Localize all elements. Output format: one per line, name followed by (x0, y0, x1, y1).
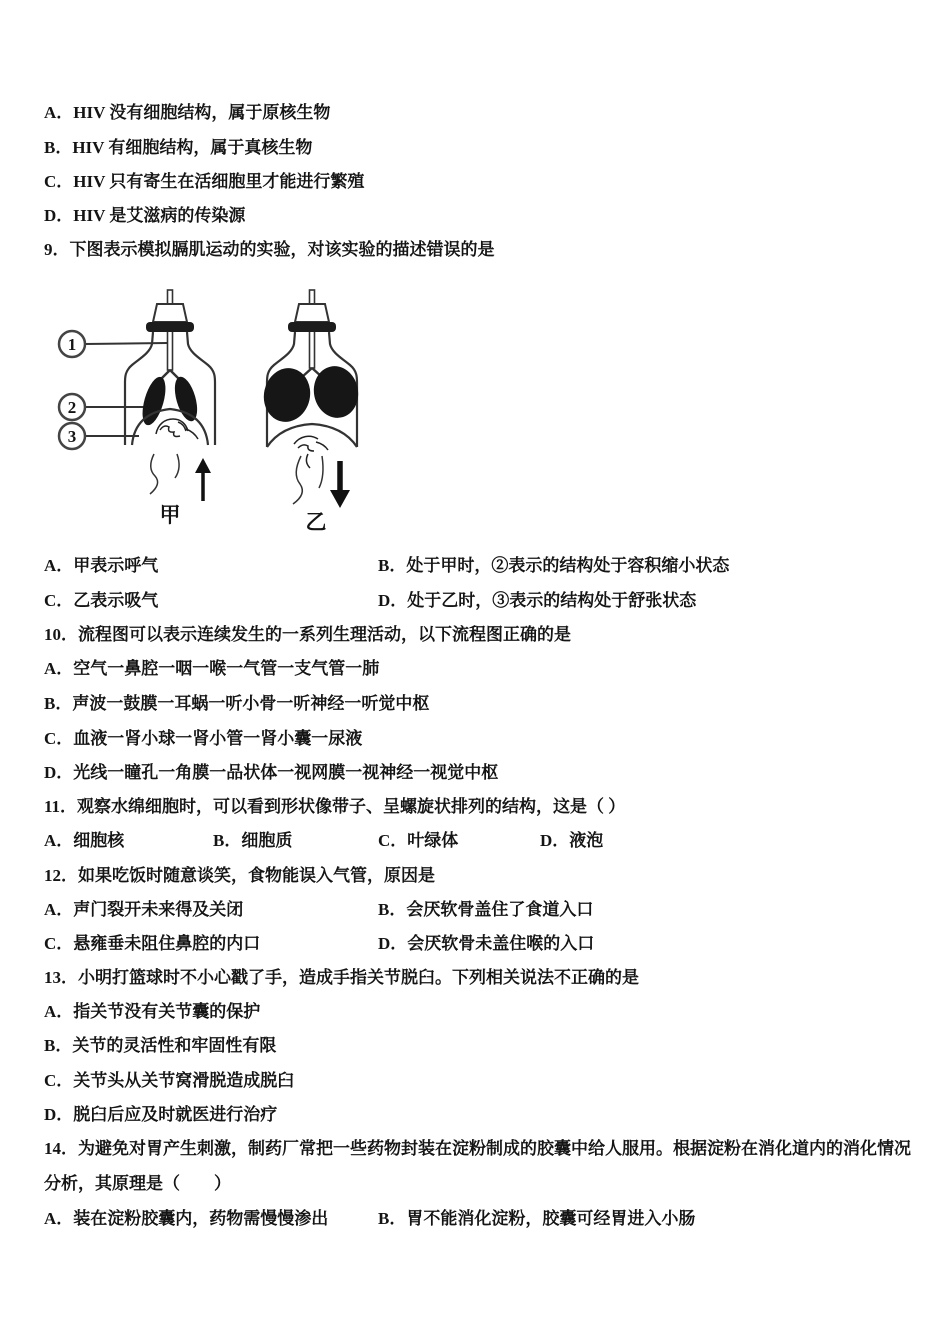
q10-stem: 10．流程图可以表示连续发生的一系列生理活动，以下流程图正确的是 (44, 625, 571, 644)
q8-option-c: C．HIV 只有寄生在活细胞里才能进行繁殖 (44, 172, 365, 191)
jar-mouth-rim (288, 322, 336, 332)
q11-stem: 11．观察水绵细胞时，可以看到形状像带子、呈螺旋状排列的结构，这是（ ） (44, 797, 626, 816)
q10-option-c: C．血液一肾小球一肾小管一肾小囊一尿液 (44, 729, 363, 748)
q9-option-a: A．甲表示呼气 (44, 556, 159, 575)
q10-option-a: A．空气一鼻腔一咽一喉一气管一支气管一肺 (44, 659, 380, 678)
arrow-down-icon (330, 461, 350, 508)
q14-option-b: B．胃不能消化淀粉，胶囊可经胃进入小肠 (378, 1209, 696, 1228)
callout-3 (59, 423, 139, 449)
callout-1 (59, 331, 167, 357)
q11-option-d: D．液泡 (540, 831, 604, 850)
string-left-icon (150, 454, 179, 494)
q8-option-a: A．HIV 没有细胞结构，属于原核生物 (44, 103, 331, 122)
q12-option-c: C．悬雍垂未阻住鼻腔的内口 (44, 934, 261, 953)
balloon-right-deflated-icon (171, 374, 202, 423)
q13-option-c: C．关节头从关节窝滑脱造成脱臼 (44, 1071, 295, 1090)
q9-option-d: D．处于乙时，③表示的结构处于舒张状态 (378, 591, 697, 610)
q14-stem-line-1: 14．为避免对胃产生刺激，制药厂常把一些药物封装在淀粉制成的胶囊中给人服用。根据淀粉在消化道内的消化情况 (44, 1139, 911, 1158)
stopper-icon (295, 304, 329, 322)
rubber-membrane-down-icon (267, 424, 357, 447)
q10-option-b: B．声波一鼓膜一耳蜗一听小骨一听神经一听觉中枢 (44, 694, 430, 713)
q12-option-a: A．声门裂开未来得及关闭 (44, 900, 244, 919)
q13-option-a: A．指关节没有关节囊的保护 (44, 1002, 261, 1021)
stopper-icon (153, 304, 187, 322)
q12-stem: 12．如果吃饭时随意谈笑，食物能误入气管，原因是 (44, 866, 435, 885)
callout-3-number: 3 (67, 427, 77, 446)
y-tube-icon (161, 370, 179, 379)
q9-stem: 9．下图表示模拟膈肌运动的实验，对该实验的描述错误的是 (44, 240, 495, 259)
string-right-icon (293, 456, 323, 504)
q13-option-b: B．关节的灵活性和牢固性有限 (44, 1036, 277, 1055)
arrow-up-icon (195, 458, 211, 501)
q12-option-b: B．会厌软骨盖住了食道入口 (378, 900, 594, 919)
q12-option-d: D．会厌软骨未盖住喉的入口 (378, 934, 595, 953)
jar-mouth-rim (146, 322, 194, 332)
q8-option-d: D．HIV 是艾滋病的传染源 (44, 206, 246, 225)
q11-option-a: A．细胞核 (44, 831, 125, 850)
q11-option-b: B．细胞质 (213, 831, 293, 850)
callout-1-number: 1 (67, 335, 77, 354)
breathing-model-diagram (40, 282, 405, 545)
q11-option-c: C．叶绿体 (378, 831, 459, 850)
q10-option-d: D．光线一瞳孔一角膜一品状体一视网膜一视神经一视觉中枢 (44, 763, 499, 782)
bell-jar-left (125, 290, 215, 527)
q13-stem: 13．小明打篮球时不小心戳了手，造成手指关节脱臼。下列相关说法不正确的是 (44, 968, 639, 987)
q8-option-b: B．HIV 有细胞结构，属于真核生物 (44, 138, 313, 157)
bell-jar-right (259, 290, 363, 534)
q9-option-c: C．乙表示吸气 (44, 591, 159, 610)
callout-2-number: 2 (67, 398, 77, 417)
q14-option-a: A．装在淀粉胶囊内，药物需慢慢渗出 (44, 1209, 329, 1228)
q9-option-b: B．处于甲时，②表示的结构处于容积缩小状态 (378, 556, 730, 575)
q14-stem-line-2: 分析，其原理是（ ） (44, 1174, 231, 1193)
jar-label-left: 甲 (159, 503, 181, 527)
hand-sketch-left-icon (156, 419, 198, 439)
jar-label-right: 乙 (305, 510, 327, 534)
callout-2 (59, 394, 152, 420)
q13-option-d: D．脱臼后应及时就医进行治疗 (44, 1105, 278, 1124)
